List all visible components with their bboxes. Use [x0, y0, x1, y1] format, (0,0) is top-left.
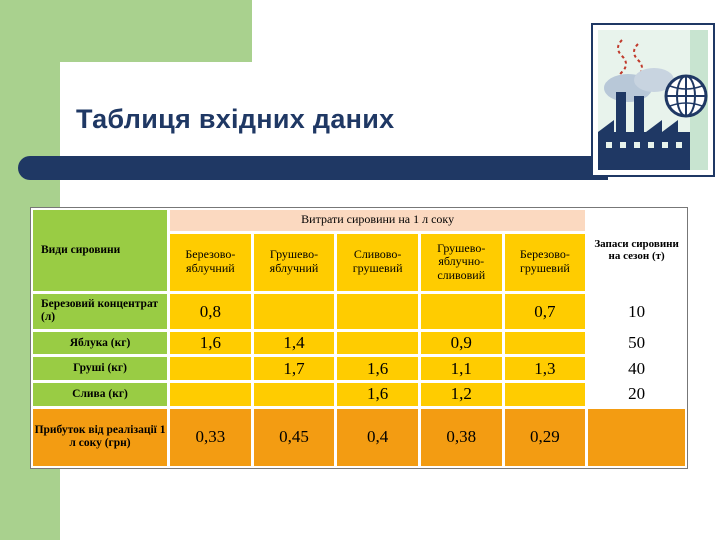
green-top-band: [0, 0, 252, 62]
cell-value: 1,7: [254, 357, 335, 380]
stock-value: 50: [588, 332, 685, 355]
cell-value: 0,7: [505, 294, 586, 329]
cell-value: [505, 332, 586, 355]
cell-value: [170, 383, 251, 406]
row-label: Прибуток від реалізації 1 л соку (грн): [33, 409, 167, 466]
row-label: Слива (кг): [33, 383, 167, 406]
row-label: Березовий концентрат (л): [33, 294, 167, 329]
cell-value: 1,3: [505, 357, 586, 380]
title-underline-bar: [18, 156, 608, 180]
input-data-table: [30, 207, 688, 469]
header-juice-2: Грушево-яблучний: [254, 234, 335, 291]
cell-value: [170, 357, 251, 380]
page-title: Таблиця вхідних даних: [76, 104, 395, 134]
cell-value: 0,33: [170, 409, 251, 466]
header-stock: Запаси сировини на сезон (т): [588, 210, 685, 291]
stock-value: [588, 409, 685, 466]
table-row: [33, 357, 685, 380]
cell-value: 1,2: [421, 383, 502, 406]
cell-value: 0,29: [505, 409, 586, 466]
cell-value: [337, 332, 418, 355]
factory-globe-icon: [590, 22, 716, 178]
cell-value: 0,45: [254, 409, 335, 466]
header-juice-5: Березово-грушевий: [505, 234, 586, 291]
cell-value: 1,1: [421, 357, 502, 380]
cell-value: [505, 383, 586, 406]
cell-value: [337, 294, 418, 329]
cell-value: 0,38: [421, 409, 502, 466]
cell-value: 0,9: [421, 332, 502, 355]
cell-value: 0,4: [337, 409, 418, 466]
cell-value: 1,4: [254, 332, 335, 355]
cell-value: [254, 383, 335, 406]
table-row: [33, 383, 685, 406]
header-consumption-group: Витрати сировини на 1 л соку: [170, 210, 585, 231]
cell-value: 0,8: [170, 294, 251, 329]
cell-value: [254, 294, 335, 329]
stock-value: 10: [588, 294, 685, 329]
cell-value: [421, 294, 502, 329]
cell-value: 1,6: [337, 357, 418, 380]
table-row-profit: [33, 409, 685, 466]
cell-value: 1,6: [337, 383, 418, 406]
header-juice-3: Сливово-грушевий: [337, 234, 418, 291]
row-label: Яблука (кг): [33, 332, 167, 355]
header-juice-4: Грушево-яблучно-сливовий: [421, 234, 502, 291]
table-row: [33, 294, 685, 329]
stock-value: 40: [588, 357, 685, 380]
header-raw-materials: Види сировини: [33, 210, 167, 291]
table-row: [33, 332, 685, 355]
header-juice-1: Березово-яблучний: [170, 234, 251, 291]
stock-value: 20: [588, 383, 685, 406]
cell-value: 1,6: [170, 332, 251, 355]
row-label: Груші (кг): [33, 357, 167, 380]
